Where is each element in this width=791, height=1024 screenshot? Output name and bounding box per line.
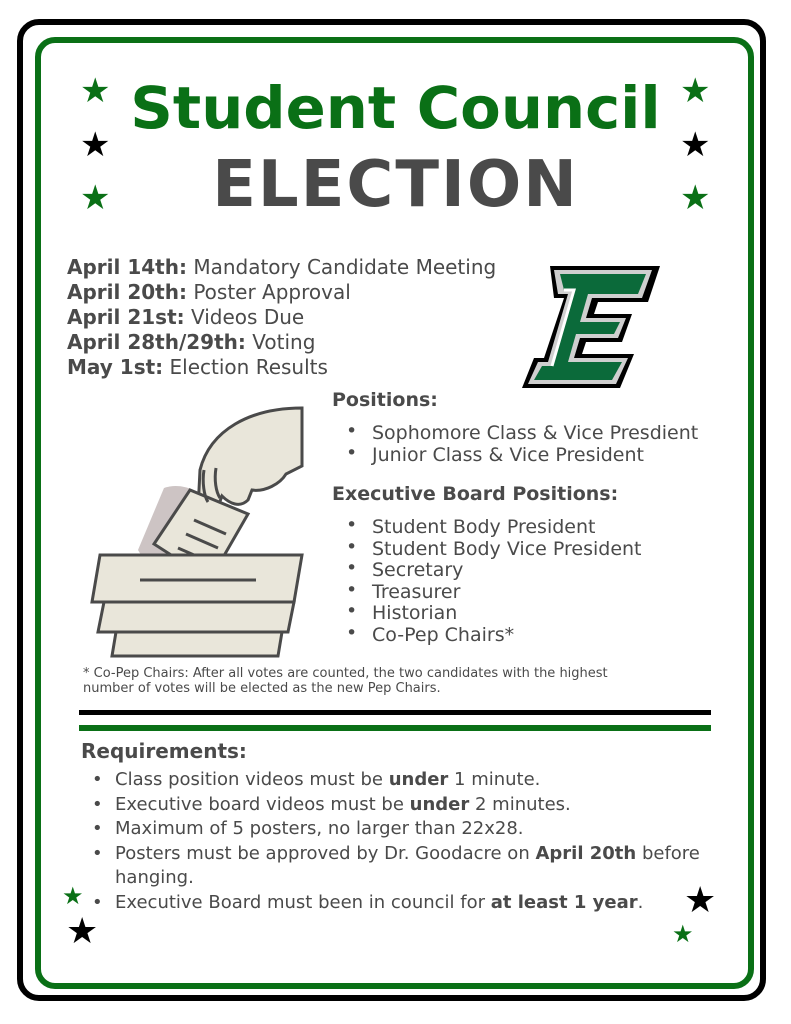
list-item: • Student Body Vice President (346, 539, 642, 561)
star-icon: ★ (80, 178, 111, 218)
star-icon: ★ (680, 178, 711, 218)
req-emphasis: April 20th (535, 842, 637, 864)
list-item: • Sophomore Class & Vice Presdient (346, 423, 698, 445)
star-icon: ★ (80, 125, 111, 165)
ballot-box-illustration-icon (90, 400, 310, 660)
schedule-date: May 1st: (67, 355, 164, 379)
list-item (92, 817, 702, 842)
schedule-event: Election Results (169, 355, 328, 379)
req-text: . (637, 891, 644, 913)
schedule-item (67, 330, 496, 355)
list-item: • Student Body President (346, 517, 642, 539)
footnote-line: * Co-Pep Chairs: After all votes are counted, the two candidates with the highest (83, 666, 608, 681)
requirements-heading: Requirements: (81, 739, 247, 763)
req-text: before hanging. (115, 842, 700, 888)
schedule-date: April 21st: (67, 305, 185, 329)
list-item: • Secretary (346, 560, 642, 582)
divider-green (79, 725, 711, 731)
positions-list (346, 423, 698, 466)
schedule-item (67, 305, 496, 330)
star-icon: ★ (680, 71, 711, 111)
req-emphasis: under (409, 793, 470, 815)
list-item: • Treasurer (346, 582, 642, 604)
req-text: Maximum of 5 posters, no larger than 22x28. (115, 818, 524, 839)
schedule-item (67, 255, 496, 280)
schedule-event: Mandatory Candidate Meeting (193, 255, 497, 279)
req-text: Executive Board must been in council for (115, 891, 491, 913)
schedule-item (67, 280, 496, 305)
req-text: 2 minutes. (469, 793, 571, 815)
star-icon: ★ (684, 880, 717, 921)
schedule-event: Videos Due (191, 305, 305, 329)
req-emphasis: under (388, 769, 449, 790)
req-text: 1 minute. (448, 769, 541, 790)
requirements-list (92, 768, 702, 915)
list-item (92, 891, 702, 916)
req-text: Executive board videos must be (115, 793, 410, 815)
school-e-logo-icon (520, 262, 662, 392)
list-item (92, 768, 702, 793)
schedule-date: April 14th: (67, 255, 187, 279)
list-item: • Junior Class & Vice President (346, 445, 698, 467)
schedule-date: April 28th/29th: (67, 330, 246, 354)
schedule-event: Voting (252, 330, 316, 354)
star-icon: ★ (66, 911, 99, 952)
schedule-item (67, 355, 496, 380)
title-election: ELECTION (212, 148, 579, 222)
req-text: Posters must be approved by Dr. Goodacre on (115, 842, 536, 864)
star-icon: ★ (62, 882, 84, 910)
co-pep-footnote (83, 666, 703, 696)
list-item (92, 793, 702, 818)
star-icon: ★ (680, 125, 711, 165)
schedule-event: Poster Approval (193, 280, 351, 304)
schedule-date: April 20th: (67, 280, 187, 304)
list-item: • Historian (346, 603, 642, 625)
star-icon: ★ (672, 920, 694, 948)
req-emphasis: at least 1 year (490, 891, 638, 913)
divider-black (79, 710, 711, 715)
list-item (92, 842, 702, 891)
positions-heading: Positions: (332, 389, 438, 411)
list-item: • Co-Pep Chairs* (346, 625, 642, 647)
schedule-list (67, 255, 496, 380)
star-icon: ★ (80, 71, 111, 111)
executive-positions-list (346, 517, 642, 646)
footnote-line: number of votes will be elected as the new Pep Chairs. (83, 681, 441, 696)
title-student-council: Student Council (130, 74, 661, 142)
executive-positions-heading: Executive Board Positions: (332, 483, 619, 505)
req-text: Class position videos must be (115, 769, 389, 790)
